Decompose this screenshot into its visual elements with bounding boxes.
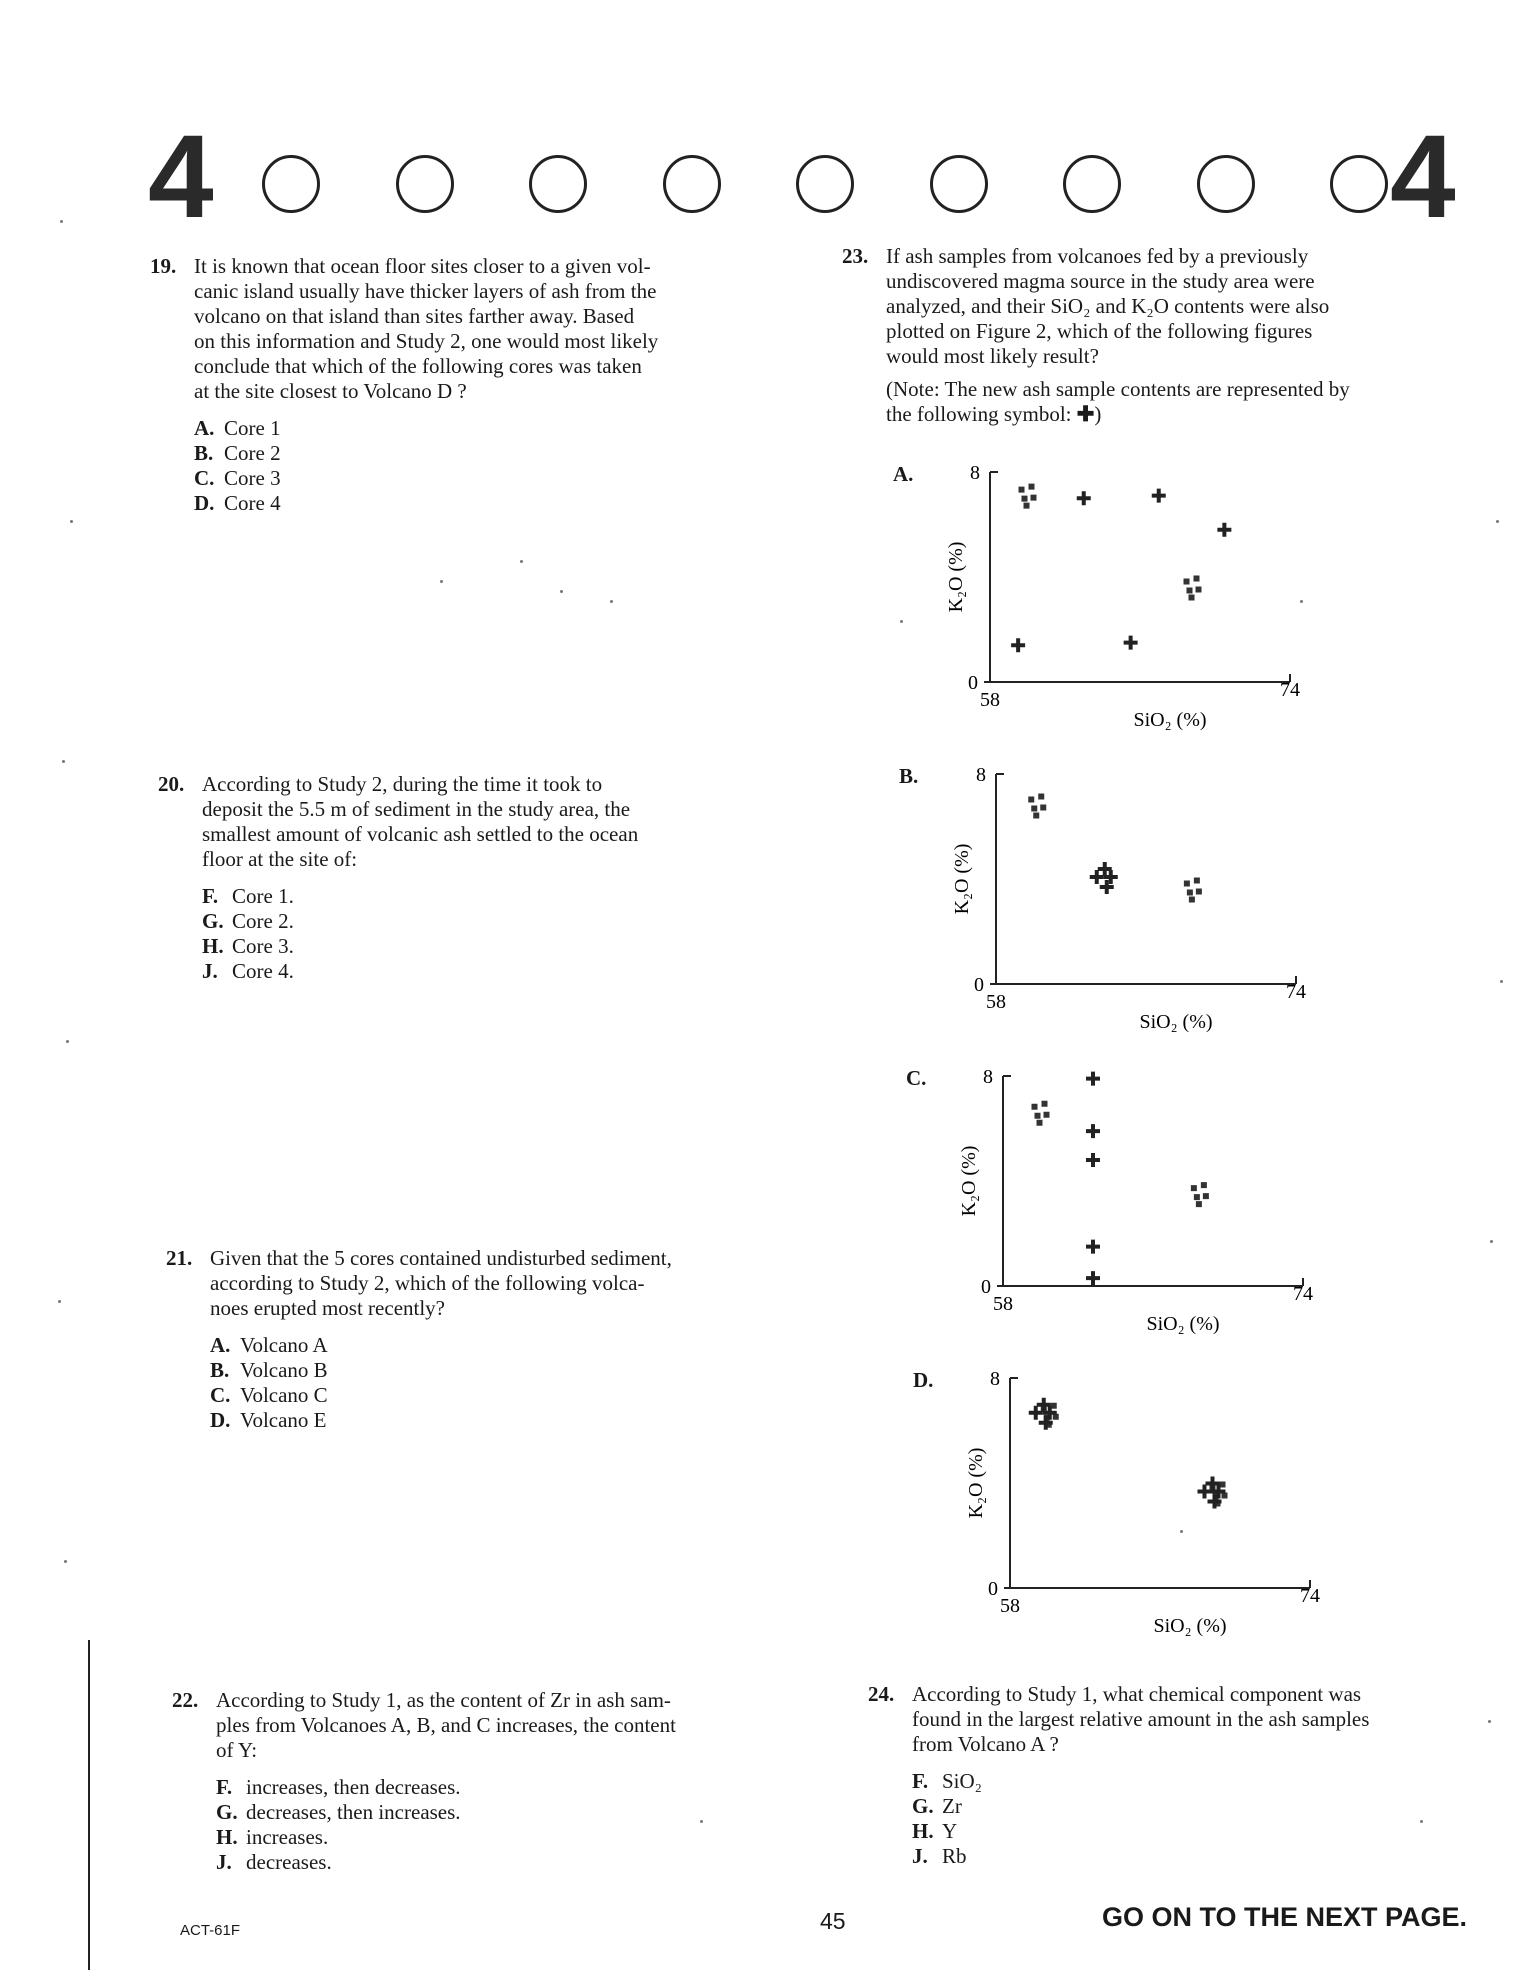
x-axis-label: SiO₂ (%) [1146,1313,1220,1335]
scan-speck [1180,1530,1183,1533]
answer-option-g[interactable] [216,1800,832,1825]
question-stem [210,1246,826,1321]
option-letter: F. [216,1775,233,1799]
stem-line: If ash samples from volcanoes fed by a previously [886,244,1309,268]
plus-bar-vertical [1091,1072,1095,1086]
x-tick-label: 74 [1300,1585,1320,1607]
stem-line: According to Study 1, as the content of Zr in ash sam- [216,1688,671,1712]
stem-line: noes erupted most recently? [210,1296,445,1320]
plus-marker [1086,1072,1100,1086]
square-marker [1038,794,1044,800]
option-text: Core 4. [232,959,294,983]
answer-option-f[interactable] [202,884,808,909]
option-letter: C. [194,466,215,490]
stem-line: undiscovered magma source in the study area were [886,269,1315,293]
square-marker [1019,487,1025,493]
stem-line: deposit the 5.5 m of sediment in the study area, the [202,797,631,821]
question-number: 24. [868,1682,895,1706]
plus-bar-vertical [1217,1485,1221,1499]
answer-option-f[interactable] [216,1775,832,1800]
chart-b-label[interactable]: B. [899,764,919,788]
square-marker [1031,495,1037,501]
question-22 [172,1688,832,1875]
option-text: increases. [246,1825,329,1849]
square-marker [1033,813,1039,819]
x-tick-label: 58 [980,689,1000,711]
plus-bar-vertical [1203,1485,1207,1499]
plus-bar-vertical [1105,880,1109,894]
question-21 [166,1246,826,1433]
answer-option-b[interactable] [210,1358,826,1383]
answer-option-a[interactable] [210,1333,826,1358]
square-marker [1191,1185,1197,1191]
x-tick-label: 74 [1280,679,1300,701]
question-stem [202,772,808,872]
plus-marker [1124,636,1138,650]
option-text: Core 1 [224,416,281,440]
option-letter: J. [216,1850,232,1874]
stem-line: volcano on that island than sites farther away. Based [194,304,635,328]
plus-bar-vertical [1213,1495,1217,1509]
x-tick-label: 58 [1000,1595,1020,1617]
square-marker [1037,1120,1043,1126]
answer-option-f[interactable] [912,1769,1508,1794]
square-marker [1194,878,1200,884]
plus-bar-vertical [1091,1240,1095,1254]
plus-bar-vertical [1034,1406,1038,1420]
y-axis-label: K₂O (%) [945,541,967,613]
section-number-right: 4 [1390,111,1456,243]
plus-symbol-icon: ✚ [1076,402,1095,426]
square-marker [1196,587,1202,593]
question-20 [158,772,808,984]
plus-bar-vertical [1157,489,1161,503]
answer-option-g[interactable] [202,909,808,934]
plus-bar-vertical [1103,862,1107,876]
square-marker [1029,484,1035,490]
answer-options [210,1333,826,1433]
question-19 [150,254,800,516]
option-letter: J. [912,1844,928,1868]
scan-speck [1300,600,1303,603]
answer-bubble-circle [1063,155,1121,213]
stem-line: at the site closest to Volcano D ? [194,379,467,403]
question-number: 23. [842,244,869,268]
plus-bar-vertical [1082,491,1086,505]
option-letter: G. [216,1800,238,1824]
answer-options [202,884,808,984]
stem-line: of Y: [216,1738,258,1762]
stem-line: ples from Volcanoes A, B, and C increases, the content [216,1713,676,1737]
scan-speck [440,580,443,583]
x-axis-label: SiO₂ (%) [1133,709,1207,731]
y-axis-label: K₂O (%) [965,1447,987,1519]
square-marker [1187,588,1193,594]
option-letter: H. [912,1819,934,1843]
answer-option-d[interactable] [194,491,800,516]
square-marker [1189,897,1195,903]
scatter-chart-c [933,1064,1373,1354]
answer-bubble-circle [930,155,988,213]
answer-option-j[interactable] [216,1850,832,1875]
answer-options [216,1775,832,1875]
go-on-notice: GO ON TO THE NEXT PAGE. [1102,1902,1468,1932]
plus-bar-vertical [1042,1398,1046,1412]
plus-bar-vertical [1222,523,1226,537]
plus-marker [1086,1153,1100,1167]
question-stem [216,1688,832,1763]
question-number: 22. [172,1688,199,1712]
scan-margin-line [88,1640,90,1970]
question-stem [886,244,1482,369]
y-tick-label: 8 [983,1066,993,1088]
option-text: Zr [942,1794,962,1818]
square-marker [1042,1101,1048,1107]
answer-bubble-circle [262,155,320,213]
x-axis-label: SiO₂ (%) [1153,1615,1227,1637]
scan-speck [900,620,903,623]
option-text: Y [942,1819,958,1843]
section-number-left: 4 [148,111,214,243]
scatter-chart-b [926,762,1366,1052]
square-marker [1044,1112,1050,1118]
scatter-chart-d [940,1366,1380,1656]
stem-line: according to Study 2, which of the following volca- [210,1271,645,1295]
scan-speck [1488,1720,1491,1723]
answer-option-j[interactable] [202,959,808,984]
square-marker [1032,1104,1038,1110]
answer-option-a[interactable] [194,416,800,441]
square-marker [1022,496,1028,502]
square-marker [1031,806,1037,812]
answer-options [912,1769,1508,1869]
scan-speck [610,600,613,603]
option-letter: B. [194,441,214,465]
scan-speck [1420,1820,1423,1823]
answer-option-c[interactable] [194,466,800,491]
form-code: ACT-61F [180,1922,241,1939]
y-tick-label: 8 [976,764,986,786]
scan-speck [1496,520,1499,523]
option-text: Core 3. [232,934,294,958]
y-axis-label: K₂O (%) [951,843,973,915]
stem-line: It is known that ocean floor sites closer to a given vol- [194,254,651,278]
plus-bar-vertical [1091,1124,1095,1138]
scan-speck [62,760,65,763]
option-text: Volcano A [240,1333,328,1357]
answer-option-j[interactable] [912,1844,1508,1869]
option-text: Volcano B [240,1358,328,1382]
x-axis-label: SiO₂ (%) [1139,1011,1213,1033]
option-letter: G. [912,1794,934,1818]
note-line [886,402,1482,427]
answer-option-h[interactable] [912,1819,1508,1844]
answer-bubble-circle [796,155,854,213]
scan-speck [560,590,563,593]
x-tick-label: 74 [1286,981,1306,1003]
stem-line: found in the largest relative amount in the ash samples [912,1707,1370,1731]
square-marker [1028,797,1034,803]
stem-line: floor at the site of: [202,847,358,871]
scan-speck [520,560,523,563]
plus-bar-vertical [1091,1153,1095,1167]
question-23 [842,244,1482,427]
question-note [886,377,1482,427]
stem-line: According to Study 1, what chemical component was [912,1682,1362,1706]
scan-speck [58,1300,61,1303]
answer-bubble-circle [663,155,721,213]
note-close: ) [1094,402,1102,426]
note-text: the following symbol: [886,402,1077,426]
answer-bubble-circle [396,155,454,213]
plus-marker [1198,1485,1212,1499]
option-text: Volcano E [240,1408,327,1432]
option-letter: D. [194,491,215,515]
scan-speck [66,1040,69,1043]
note-line: (Note: The new ash sample contents are represented by [886,377,1350,401]
plus-marker [1086,1240,1100,1254]
square-marker [1189,595,1195,601]
y-axis-label: K₂O (%) [958,1145,980,1217]
plus-marker [1217,523,1231,537]
scatter-chart-a [920,460,1360,750]
square-marker [1194,576,1200,582]
option-text: increases, then decreases. [246,1775,461,1799]
stem-line: from Volcano A ? [912,1732,1059,1756]
square-marker [1201,1182,1207,1188]
stem-line: According to Study 2, during the time it took to [202,772,603,796]
question-number: 20. [158,772,185,796]
scan-speck [700,1820,703,1823]
option-letter: H. [202,934,224,958]
option-letter: H. [216,1825,238,1849]
option-letter: C. [210,1383,231,1407]
option-letter: D. [210,1408,231,1432]
plus-marker [1011,638,1025,652]
y-tick-label: 0 [981,1276,991,1298]
option-text: Core 4 [224,491,281,515]
x-tick-label: 58 [993,1293,1013,1315]
question-number: 21. [166,1246,193,1270]
chart-a-label[interactable]: A. [893,462,914,486]
option-letter: A. [210,1333,231,1357]
question-stem [194,254,800,404]
option-text: Core 2. [232,909,294,933]
plus-bar-vertical [1109,870,1113,884]
square-marker [1184,579,1190,585]
answer-bubble-circle [529,155,587,213]
stem-line: smallest amount of volcanic ash settled to the ocean [202,822,639,846]
stem-line: would most likely result? [886,344,1099,368]
option-text: decreases. [246,1850,332,1874]
stem-line: canic island usually have thicker layers of ash from the [194,279,657,303]
plus-marker [1086,1271,1100,1285]
scan-speck [60,220,63,223]
x-tick-label: 58 [986,991,1006,1013]
square-marker [1187,890,1193,896]
answer-option-d[interactable] [210,1408,826,1433]
answer-option-b[interactable] [194,441,800,466]
plus-bar-vertical [1211,1477,1215,1491]
y-tick-label: 8 [970,462,980,484]
option-letter: B. [210,1358,230,1382]
square-marker [1194,1194,1200,1200]
square-marker [1040,805,1046,811]
square-marker [1196,889,1202,895]
answer-option-c[interactable] [210,1383,826,1408]
option-text: Rb [942,1844,967,1868]
square-marker [1024,503,1030,509]
page-number: 45 [820,1908,846,1934]
option-text: Core 2 [224,441,281,465]
option-text: Volcano C [240,1383,328,1407]
option-letter: F. [202,884,219,908]
y-tick-label: 0 [974,974,984,996]
y-tick-label: 0 [968,672,978,694]
square-marker [1203,1193,1209,1199]
answer-bubble-circle [1197,155,1255,213]
option-letter: A. [194,416,215,440]
question-stem [912,1682,1508,1757]
question-24 [868,1682,1508,1869]
option-letter: F. [912,1769,929,1793]
stem-line: conclude that which of the following cores was taken [194,354,642,378]
x-tick-label: 74 [1293,1283,1313,1305]
option-text: Core 3 [224,466,281,490]
option-text: Core 1. [232,884,294,908]
plus-marker [1086,1124,1100,1138]
scan-speck [70,520,73,523]
chart-d-label[interactable]: D. [913,1368,934,1392]
scan-speck [64,1560,67,1563]
scan-speck [1490,1240,1493,1243]
stem-line: analyzed, and their SiO₂ and K₂O contents were also [886,294,1330,318]
plus-bar-vertical [1016,638,1020,652]
y-tick-label: 0 [988,1578,998,1600]
plus-marker [1077,491,1091,505]
option-text: SiO₂ [942,1769,983,1793]
stem-line: plotted on Figure 2, which of the following figures [886,319,1313,343]
chart-c-label[interactable]: C. [906,1066,927,1090]
option-letter: G. [202,909,224,933]
answer-bubble-circle [1330,155,1388,213]
square-marker [1196,1201,1202,1207]
plus-bar-vertical [1095,870,1099,884]
plus-bar-vertical [1044,1416,1048,1430]
square-marker [1184,881,1190,887]
option-letter: J. [202,959,218,983]
plus-marker [1029,1406,1043,1420]
plus-bar-vertical [1129,636,1133,650]
question-number: 19. [150,254,177,278]
plus-marker [1090,870,1104,884]
option-text: decreases, then increases. [246,1800,461,1824]
answer-option-h[interactable] [216,1825,832,1850]
plus-marker [1152,489,1166,503]
answer-option-h[interactable] [202,934,808,959]
stem-line: on this information and Study 2, one would most likely [194,329,659,353]
square-marker [1035,1113,1041,1119]
scan-speck [1500,980,1503,983]
y-tick-label: 8 [990,1368,1000,1390]
answer-options [194,416,800,516]
plus-bar-vertical [1048,1406,1052,1420]
plus-bar-vertical [1091,1271,1095,1285]
stem-line: Given that the 5 cores contained undisturbed sediment, [210,1246,672,1270]
answer-option-g[interactable] [912,1794,1508,1819]
